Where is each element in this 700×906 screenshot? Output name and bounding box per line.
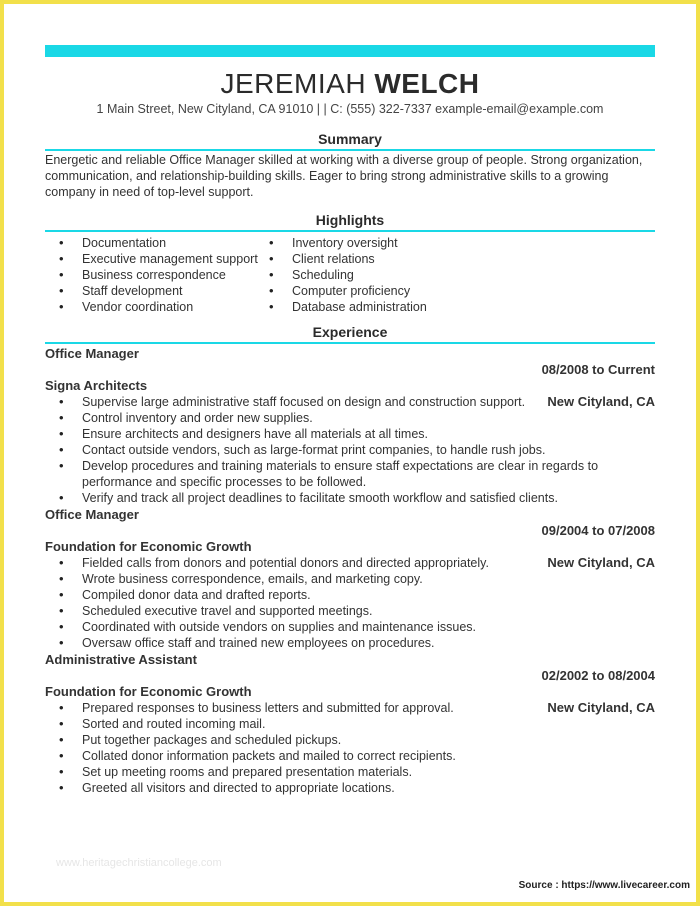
job-bullet: • Put together packages and scheduled pickups. [45,732,565,748]
job-location: New Cityland, CA [547,700,655,715]
highlight-item: • Client relations [255,251,427,267]
job-company: Signa Architects [45,378,148,393]
highlight-item: • Computer proficiency [255,283,427,299]
highlight-item: • Business correspondence [45,267,258,283]
highlight-item: • Inventory oversight [255,235,427,251]
job-bullet: • Control inventory and order new supplies. [45,410,605,426]
experience-rule [45,342,655,344]
highlight-item: • Executive management support [45,251,258,267]
job-bullets [45,394,605,506]
job-dates: 08/2008 to Current [541,362,655,377]
job-bullet: • Ensure architects and designers have all materials at all times. [45,426,605,442]
highlights-rule [45,230,655,232]
job-bullet: • Greeted all visitors and directed to appropriate locations. [45,780,565,796]
job-bullet: • Verify and track all project deadlines to facilitate smooth workflow and satisfied clients. [45,490,605,506]
highlight-item: • Documentation [45,235,258,251]
highlights-title: Highlights [315,212,385,228]
experience-title: Experience [312,324,388,340]
resume-name [4,68,696,100]
job-title: Administrative Assistant [45,652,197,667]
summary-rule [45,149,655,151]
highlight-item: • Scheduling [255,267,427,283]
first-name: JEREMIAH [220,68,367,99]
job-bullet: • Develop procedures and training materials to ensure staff expectations are clear in regards to performance and specific processes to be followed. [45,458,605,490]
job-location: New Cityland, CA [547,394,655,409]
highlight-item: • Database administration [255,299,427,315]
job-bullet: • Prepared responses to business letters and submitted for approval. [45,700,565,716]
job-company: Foundation for Economic Growth [45,539,252,554]
job-bullets [45,700,565,796]
job-bullet: • Scheduled executive travel and supported meetings. [45,603,565,619]
job-dates: 02/2002 to 08/2004 [541,668,655,683]
job-title: Office Manager [45,346,139,361]
contact-line: 1 Main Street, New Cityland, CA 91010 | | C: (555) 322-7337 example-email@example.com [96,102,604,116]
highlights-left-list [45,235,258,315]
header-accent-bar [45,45,655,57]
job-bullet: • Collated donor information packets and mailed to correct recipients. [45,748,565,764]
highlight-item: • Staff development [45,283,258,299]
job-dates: 09/2004 to 07/2008 [541,523,655,538]
job-bullet: • Supervise large administrative staff focused on design and construction support. [45,394,537,410]
job-bullet: • Set up meeting rooms and prepared presentation materials. [45,764,565,780]
resume-page [4,4,696,902]
job-bullet: • Contact outside vendors, such as large-format print companies, to handle rush jobs. [45,442,605,458]
last-name: WELCH [374,68,480,99]
job-title: Office Manager [45,507,139,522]
source-credit: Source : https://www.livecareer.com [518,880,690,891]
highlights-right-list [255,235,427,315]
highlight-item: • Vendor coordination [45,299,258,315]
job-bullet: • Sorted and routed incoming mail. [45,716,565,732]
job-bullet: • Wrote business correspondence, emails, and marketing copy. [45,571,565,587]
job-bullet: • Fielded calls from donors and potential donors and directed appropriately. [45,555,565,571]
job-company: Foundation for Economic Growth [45,684,252,699]
summary-title: Summary [318,131,382,147]
watermark-text: www.heritagechristiancollege.com [56,857,222,869]
summary-text: Energetic and reliable Office Manager skilled at working with a diverse group of people. Strong organization, communication, and relationship-building skills. Eager to bring strong administrative skills to a growing company in need of top-level support. [45,153,643,199]
job-bullets [45,555,565,651]
job-location: New Cityland, CA [547,555,655,570]
job-bullet: • Compiled donor data and drafted reports. [45,587,565,603]
job-bullet: • Oversaw office staff and trained new employees on procedures. [45,635,565,651]
job-bullet: • Coordinated with outside vendors on supplies and maintenance issues. [45,619,565,635]
